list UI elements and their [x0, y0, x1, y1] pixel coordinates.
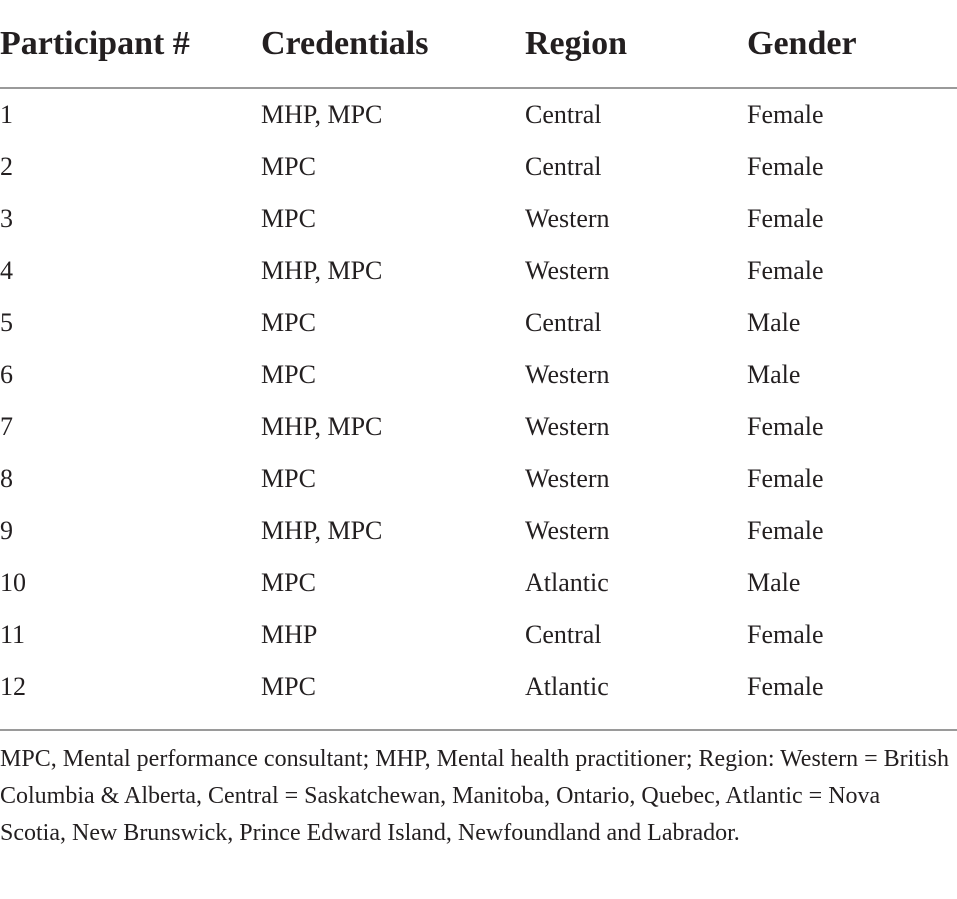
header-gender: Gender	[747, 0, 957, 88]
table-bottom-rule	[0, 729, 957, 731]
cell-gender: Female	[747, 152, 824, 181]
cell-credentials: MHP, MPC	[261, 100, 383, 129]
table-row	[0, 453, 957, 505]
cell-gender: Male	[747, 568, 801, 597]
cell-participant: 2	[0, 152, 13, 181]
header-credentials: Credentials	[261, 0, 525, 88]
cell-gender: Female	[747, 620, 824, 649]
table-footnote: MPC, Mental performance consultant; MHP, Mental health practitioner; Region: Western = British Columbia & Alberta, Central = Saskatchewan, Manitoba, Ontario, Quebec, Atlantic = Nova Scotia, New Brunswick, Prince Edward Island, Newfoundland and Labrador.	[0, 746, 949, 846]
cell-gender: Male	[747, 360, 801, 389]
cell-region: Western	[525, 256, 610, 285]
table-row	[0, 661, 957, 713]
cell-participant: 9	[0, 516, 13, 545]
cell-region: Central	[525, 620, 602, 649]
header-participant: Participant #	[0, 0, 261, 88]
cell-participant: 11	[0, 620, 26, 649]
table-row	[0, 401, 957, 453]
cell-credentials: MPC	[261, 308, 316, 337]
cell-participant: 5	[0, 308, 13, 337]
cell-gender: Female	[747, 100, 824, 129]
cell-gender: Female	[747, 256, 824, 285]
cell-participant: 6	[0, 360, 13, 389]
table-row	[0, 557, 957, 609]
cell-region: Western	[525, 516, 610, 545]
table-row	[0, 245, 957, 297]
cell-credentials: MPC	[261, 360, 316, 389]
cell-region: Atlantic	[525, 672, 609, 701]
cell-participant: 1	[0, 100, 13, 129]
header-row	[0, 0, 957, 88]
cell-region: Western	[525, 204, 610, 233]
cell-region: Western	[525, 412, 610, 441]
table-row	[0, 193, 957, 245]
table-row	[0, 609, 957, 661]
cell-participant: 8	[0, 464, 13, 493]
cell-credentials: MPC	[261, 152, 316, 181]
table-body	[0, 88, 957, 713]
cell-credentials: MHP	[261, 620, 318, 649]
table-row	[0, 141, 957, 193]
table-row	[0, 505, 957, 557]
cell-gender: Female	[747, 672, 824, 701]
cell-participant: 4	[0, 256, 13, 285]
cell-participant: 3	[0, 204, 13, 233]
table-row	[0, 88, 957, 141]
cell-region: Atlantic	[525, 568, 609, 597]
cell-gender: Female	[747, 464, 824, 493]
cell-credentials: MHP, MPC	[261, 256, 383, 285]
cell-participant: 12	[0, 672, 26, 701]
cell-gender: Female	[747, 516, 824, 545]
cell-credentials: MPC	[261, 568, 316, 597]
cell-credentials: MHP, MPC	[261, 412, 383, 441]
table-row	[0, 349, 957, 401]
cell-gender: Female	[747, 204, 824, 233]
cell-credentials: MPC	[261, 464, 316, 493]
header-region: Region	[525, 0, 747, 88]
cell-participant: 7	[0, 412, 13, 441]
cell-region: Central	[525, 152, 602, 181]
cell-gender: Female	[747, 412, 824, 441]
cell-region: Western	[525, 464, 610, 493]
cell-credentials: MHP, MPC	[261, 516, 383, 545]
cell-region: Central	[525, 100, 602, 129]
table-row	[0, 297, 957, 349]
cell-participant: 10	[0, 568, 26, 597]
cell-gender: Male	[747, 308, 801, 337]
cell-region: Western	[525, 360, 610, 389]
cell-region: Central	[525, 308, 602, 337]
cell-credentials: MPC	[261, 204, 316, 233]
table-header	[0, 0, 957, 88]
cell-credentials: MPC	[261, 672, 316, 701]
